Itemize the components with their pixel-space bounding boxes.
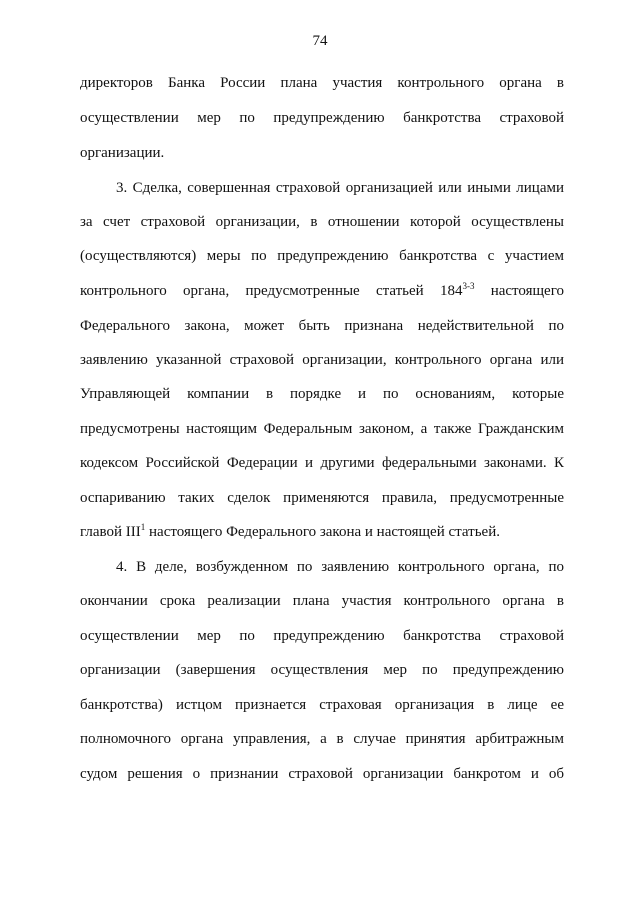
article-superscript: 3-3	[462, 281, 475, 291]
text-line: организации.	[80, 145, 165, 161]
text-line: кодексом Российской Федерации и другими федеральными законами. К	[80, 455, 564, 471]
text-line-with-superscript: контрольного органа, предусмотренные статьей 184$^{3-3}$ настоящего	[80, 281, 564, 299]
text-line: осуществлении мер по предупреждению банкротства страховой	[80, 110, 564, 126]
text-line: организации (завершения осуществления мер по предупреждению	[80, 662, 564, 678]
paragraph-3-first-line: 3. Сделка, совершенная страховой организацией или иными лицами	[116, 180, 564, 196]
text-line: полномочного органа управления, а в случае принятия арбитражным	[80, 731, 564, 747]
text-line: оспариванию таких сделок применяются правила, предусмотренные	[80, 490, 564, 506]
text-line: директоров Банка России плана участия контрольного органа в	[80, 75, 564, 91]
text-line: Управляющей компании в порядке и по основаниям, которые	[80, 386, 564, 402]
text-line: предусмотрены настоящим Федеральным законом, а также Гражданским	[80, 421, 564, 437]
text-line: осуществлении мер по предупреждению банкротства страховой	[80, 628, 564, 644]
text-line: (осуществляются) меры по предупреждению банкротства с участием	[80, 248, 564, 264]
chapter-superscript: 1	[140, 522, 146, 532]
text-line-with-superscript: главой III$^1$ настоящего Федерального закона и настоящей статьей.	[80, 522, 500, 540]
page-number: 74	[312, 33, 328, 49]
paragraph-4-first-line: 4. В деле, возбужденном по заявлению контрольного органа, по	[116, 559, 564, 575]
text-line: банкротства) истцом признается страховая организация в лице ее	[80, 697, 564, 713]
text-line: за счет страховой организации, в отношении которой осуществлены	[80, 214, 564, 230]
text-line: окончании срока реализации плана участия контрольного органа в	[80, 593, 564, 609]
text-line: судом решения о признании страховой организации банкротом и об	[80, 766, 564, 782]
text-line: Федерального закона, может быть признана недействительной по	[80, 318, 564, 334]
text-line: заявлению указанной страховой организации, контрольного органа или	[80, 352, 564, 368]
